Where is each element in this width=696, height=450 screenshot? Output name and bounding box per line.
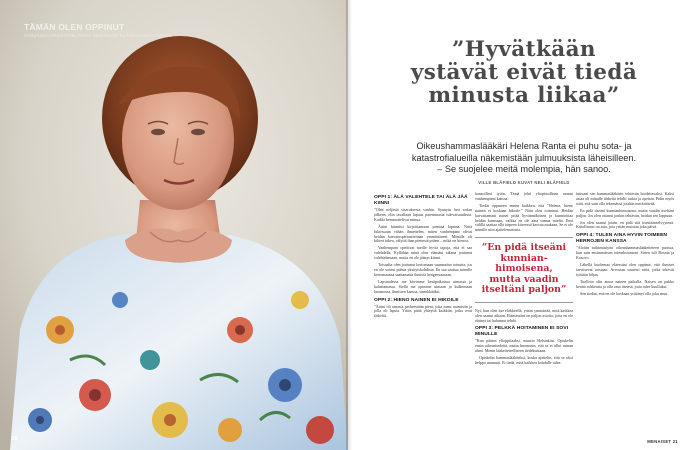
body-paragraph: Opiskelin hammaslääkäriksi, koska ajattelin, että se olisi helppo ammatti. Et tiedä, mitä kaikkea kohdalle tulee. — [475, 355, 573, 366]
body-paragraph: Vanhempani opettivat meille hyviä tapoja, että ei saa valehdella. Kyllähän minä olen elämäni aikana joutunut valehtelemaan, mutta en ole jäänyt kiinni. — [374, 245, 472, 261]
byline: VILLE BLÅFIELD KUVAT NELI BLÅFIELD — [478, 180, 570, 185]
body-paragraph: Jos olen saanut jotain, en pidä sitä itsestäänselvyytenä. Kiitollisuus on asia, jota yritän muistaa joka päivä. — [576, 219, 674, 230]
headline-line: minusta liikaa” — [428, 83, 620, 108]
article-page — [352, 0, 696, 450]
series-subtitle: SARJASSA HAASTATELTAVAT KERTOVAT ELÄMÄNVIISAUTENSA. — [24, 33, 173, 38]
lead-line: – Se suojelee meitä molempia, hän sanoo. — [437, 164, 611, 174]
pull-quote-line: mutta vaadin — [489, 273, 559, 285]
series-title: TÄMÄN OLEN OPPINUT — [24, 22, 125, 32]
section-heading: OPPI 2: HIENO NAINEN EI HIKOILE — [374, 297, 459, 303]
page-footer: MENAISET 21 — [647, 439, 678, 444]
lead-line: Oikeushammaslääkäri Helena Ranta ei puhu sota- ja — [416, 141, 632, 151]
body-paragraph: En pidä itseäni kunnianhimoisena, mutta vaadin itseltäni paljon. Jos olen ottanut jonkin tehtävän, hoidan sen loppuun. — [576, 207, 674, 218]
body-paragraph: Lapsuudessa me kävimme kesäpaikoissa uimassa ja kalastamassa. Siellä me opimme uimaan ja kulkemaan luonnossa, ihmisten kanssa, sinnikkääksi. — [374, 278, 472, 294]
section-heading: OPPI 4: TULEN AINA HYVIN TOIMEEN HERROJEN KANSSA — [576, 233, 668, 245]
lead-line: katastrofialueilla näkemistään julmuuksista läheisilleen. — [411, 152, 637, 163]
pull-quote-line: himoisena, — [495, 263, 553, 275]
page-number-left: 20 — [12, 436, 18, 442]
body-paragraph: Tiedät oppineen ennen kaikkea, että ”Helena, hieno nainen ei koskaan hikoile.” Näin olen toiminut. Heidän kasvattamani naiset pitää hyvännäköisen ja kunnioittaa heidän kanssaan, vaikka en ole aina samaa mieltä. Ensi välillä saattaa olla tarpeen kiireessä kasvaa mukaan. Se ei ole minulle niin ajattelematonta. — [475, 202, 573, 233]
headline-line: ”Hyvätkään — [452, 37, 596, 62]
text-column-3 — [576, 192, 674, 299]
body-paragraph: Tuolloin olin ainoa nainen paikalla. Naisen on pakko kerätä rohkeutta ja olla oma itsensä, jotta tulee kuulluksi. — [576, 278, 674, 289]
text-column-1 — [374, 192, 472, 321]
body-paragraph: ”Kun pääsin ylioppilaaksi, muutin Helsinkiin. Opiskelin ensin oikeustiedettä, mutta huomasin, että se ei ollut minun alani. Menin lääketieteelliseen tiedekuntaan. — [475, 338, 573, 354]
body-paragraph: ”Olen neljästä sisaruksesta vanhin. Synnyin heti sodan jälkeen, olin tavallaan lupaus paremmasta tulevaisuudesta. Kaikki hemmottelivat minua. — [374, 207, 472, 222]
headline-line: ystävät eivät tiedä — [410, 60, 638, 85]
pull-quote-line: itseltäni paljon” — [481, 284, 567, 296]
body-paragraph: ”Äitini oli omasta perheestään pieni, joka meni naimisiin ja jolla oli lapsia. Yritin pitää yhteyttä kaikkiin, jotka ovat tärkeitä. — [374, 303, 472, 319]
pull-quote — [475, 237, 573, 303]
body-paragraph: Lähellä kuolemaa eläessäni olen oppinut, että ihmiset tarvitsevat toisiaan. Arvostan suuresti niitä, jotka tekevät työtään hiljaa. — [576, 262, 674, 277]
lead-paragraph — [376, 141, 672, 176]
pull-quote-line: ”En pidä itseäni — [481, 242, 567, 254]
body-paragraph: ”Aloitin tutkimustyön oikeushammaslääketieteen parissa, kun sain ensimmäisen toimeksiantoni. Sitten tuli Bosnia ja Kosovo. — [576, 245, 674, 261]
body-paragraph: tuttuani sen hammaslääkärin tehtävän hoidettavaksi. Kaksi asiaa oli minulle tärkeitä tehdä: tutkia ja opettaa. Pidin myös siitä, että sain olla tekemässä jotakin merkittävää. — [576, 191, 674, 206]
body-paragraph: kansoillesi tytön. Tämä johti yliopistollisen uranni vanhempieni kanssa. — [475, 191, 573, 201]
section-heading: OPPI 3: PELKKÄ HOITAMINEN EI SOVI MINULLE — [475, 326, 569, 338]
body-paragraph: Nyt, kun olen itse eläkkeellä, yritän ymmärtää, mitä kaikkea olen saanut aikaan. Elämässäni on paljon asioita, joita en ole ehtinyt tai halunnut tehdä. — [475, 307, 573, 323]
body-paragraph: Äitini kiinnitti kirjoittamaan pieninä lapsina. Niitä lukiessaan vähän ihmettelen, miten vanhempani olivat heidän kasvatusperiaatteitaan ymmärtäneet. Minulla oli kiltteä tukea, välyttä ihan pienestä pitäen – mikä on hienoa. — [374, 223, 472, 244]
body-paragraph: Toisaalta olen joutunut kertomaan suunnattua totuutta, jos en ole voinut puhua yksityiskohdista. En saa saattaa minulle kertomaansa saattamatta ihmisiä hengenvaaraan. — [374, 262, 472, 277]
section-heading: OPPI 1: ÄLÄ VALEHTELE TAI ÄLÄ JÄÄ KIINNI — [374, 195, 468, 206]
text-column-2 — [475, 192, 573, 368]
body-paragraph: Sen tiedän, että en ole koskaan yrittänyt olla joku muu. — [580, 290, 669, 296]
pull-quote-line: kunnian- — [500, 252, 548, 264]
series-kicker — [24, 22, 173, 38]
headline — [362, 38, 686, 107]
